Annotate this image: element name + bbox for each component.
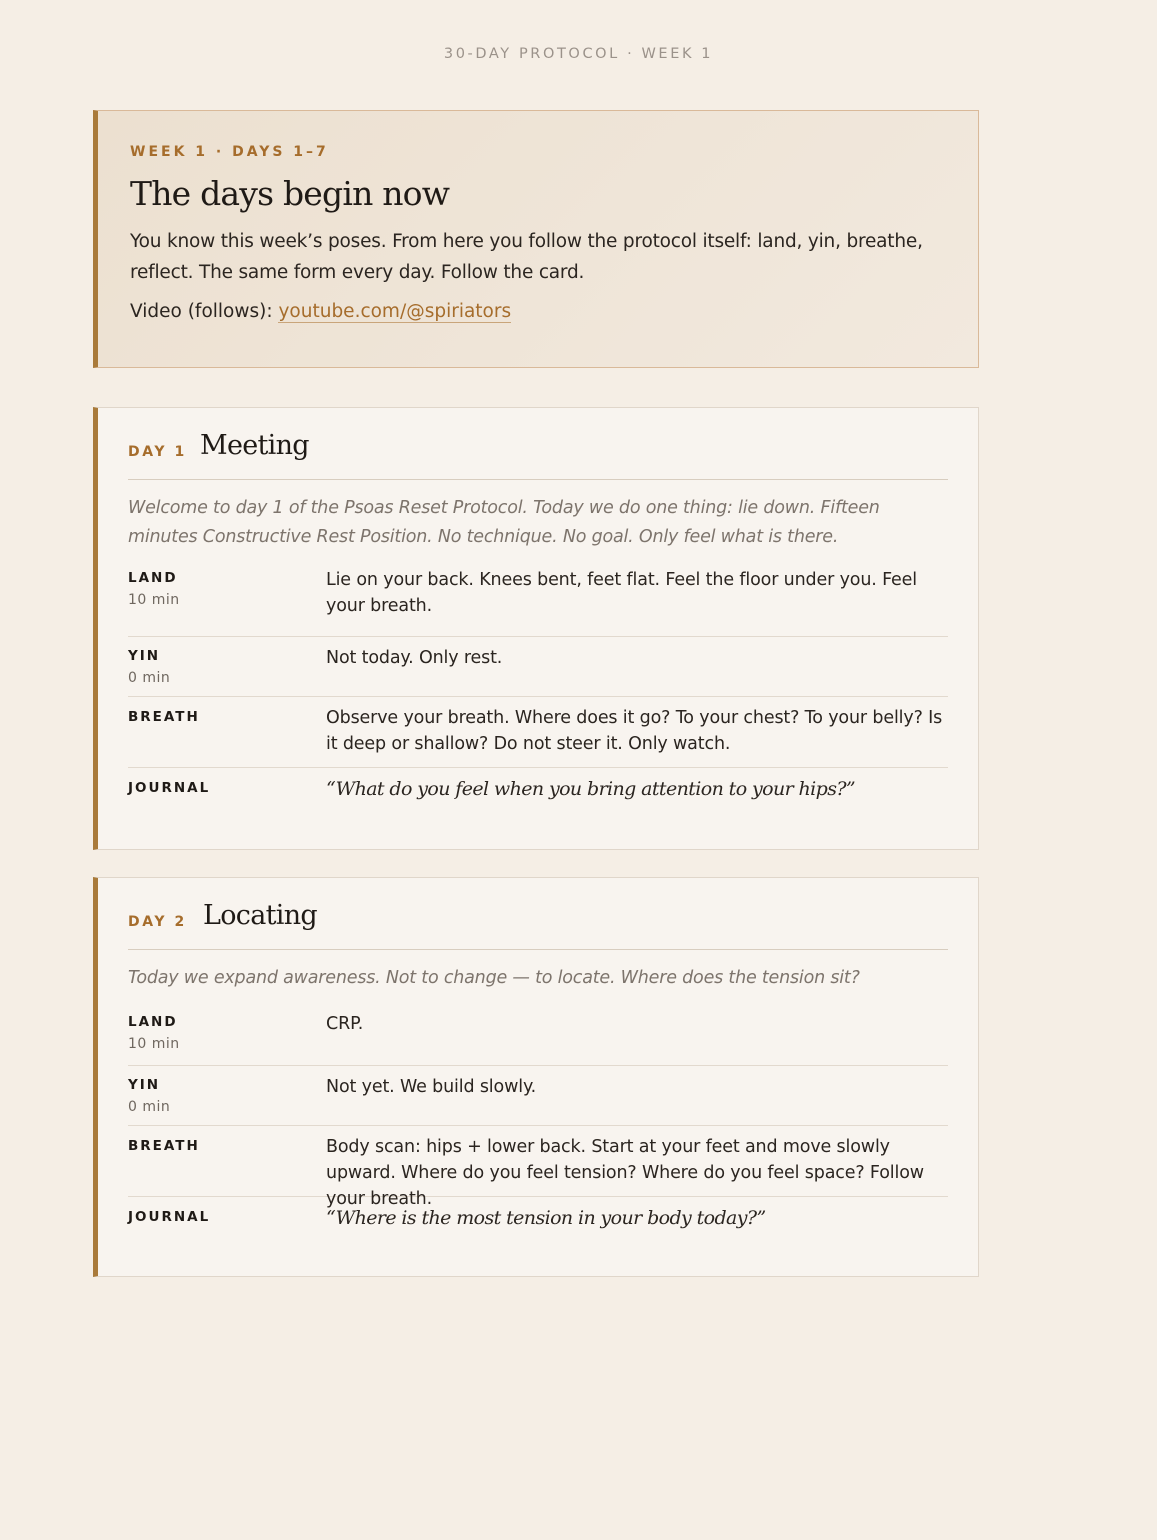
journal-prompt: “What do you feel when you bring attention to your hips?” <box>326 778 856 800</box>
row-duration: 0 min <box>128 1099 171 1115</box>
day-header <box>128 878 948 950</box>
day-number: DAY 2 <box>128 914 187 930</box>
running-head: 30-DAY PROTOCOL · WEEK 1 <box>443 46 714 62</box>
video-link[interactable]: youtube.com/@spiriators <box>278 301 512 322</box>
week-description: You know this week’s poses. From here you follow the protocol itself: land, yin, breathe, reflect. The same form every day. Follow the card. <box>130 231 923 283</box>
row-text: Body scan: hips + lower back. Start at your feet and move slowly upward. Where do you feel tension? Where do you feel space? Follow your breath. <box>326 1137 924 1209</box>
day-card-2 <box>93 877 979 1277</box>
day-card-1 <box>93 407 979 850</box>
journal-prompt: “Where is the most tension in your body today?” <box>326 1207 766 1229</box>
row-journal <box>128 768 948 818</box>
video-label: Video (follows): <box>130 301 279 322</box>
video-line <box>130 301 946 322</box>
day-intro: Welcome to day 1 of the Psoas Reset Protocol. Today we do one thing: lie down. Fifteen minutes Constructive Rest Position. No technique. No goal. Only feel what is there. <box>128 498 880 547</box>
day-header <box>128 408 948 480</box>
row-yin <box>128 1066 948 1126</box>
row-text: CRP. <box>326 1014 364 1034</box>
row-label: BREATH <box>128 709 200 725</box>
row-breath <box>128 1126 948 1209</box>
row-yin <box>128 637 948 697</box>
day-title: Meeting <box>200 430 309 461</box>
row-label: JOURNAL <box>128 1209 211 1225</box>
week-title: The days begin now <box>130 174 450 213</box>
day-number: DAY 1 <box>128 444 187 460</box>
row-duration: 10 min <box>128 1036 180 1052</box>
row-label: JOURNAL <box>128 780 211 796</box>
row-text: Lie on your back. Knees bent, feet flat. Feel the floor under you. Feel your breath. <box>326 570 918 616</box>
row-land <box>128 1005 948 1066</box>
row-duration: 0 min <box>128 670 171 686</box>
row-text: Not yet. We build slowly. <box>326 1077 537 1097</box>
week-intro-box <box>93 110 979 368</box>
day-title: Locating <box>203 900 317 931</box>
row-journal <box>128 1197 948 1247</box>
row-land <box>128 564 948 637</box>
row-label: BREATH <box>128 1138 200 1154</box>
row-label: YIN <box>128 1077 161 1093</box>
day-intro: Today we expand awareness. Not to change — to locate. Where does the tension sit? <box>128 968 860 988</box>
week-eyebrow: WEEK 1 · DAYS 1–7 <box>130 144 329 160</box>
row-breath <box>128 697 948 768</box>
row-text: Not today. Only rest. <box>326 648 503 668</box>
row-duration: 10 min <box>128 592 180 608</box>
row-label: YIN <box>128 648 161 664</box>
row-text: Observe your breath. Where does it go? To your chest? To your belly? Is it deep or shallow? Do not steer it. Only watch. <box>326 708 943 754</box>
row-label: LAND <box>128 570 178 586</box>
row-label: LAND <box>128 1014 178 1030</box>
